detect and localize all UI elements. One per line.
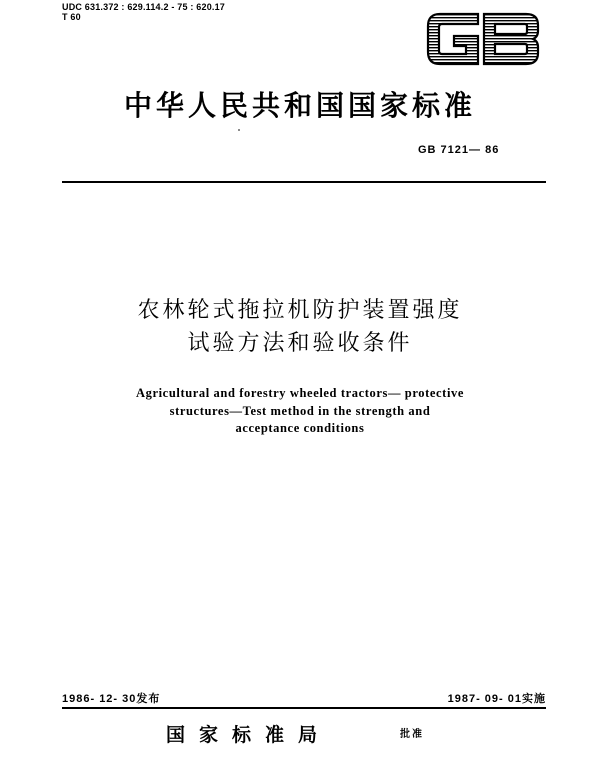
title-english-line2: structures—Test method in the strength and — [169, 404, 431, 418]
issuing-authority: 国家标准局 — [166, 724, 332, 746]
title-english-line3: acceptance conditions — [235, 421, 365, 435]
title-chinese-line1: 农林轮式拖拉机防护装置强度 — [137, 298, 463, 323]
title-chinese-line2: 试验方法和验收条件 — [187, 331, 413, 356]
standard-number: GB 7121— 86 — [418, 144, 500, 156]
udc-block — [62, 2, 225, 22]
title-english-line1: Agricultural and forestry wheeled tractors— protective — [135, 386, 465, 400]
header-divider — [62, 181, 546, 183]
classification-code: T 60 — [62, 12, 81, 22]
udc-code: UDC 631.372 : 629.114.2 - 75 : 620.17 — [62, 2, 226, 12]
effective-date: 1987- 09- 01实施 — [447, 693, 546, 705]
gb-logo — [422, 8, 544, 70]
national-standard-title: 中华人民共和国国家标准 — [123, 89, 476, 122]
speck — [238, 129, 240, 131]
issue-date: 1986- 12- 30发布 — [62, 693, 161, 705]
footer-divider — [62, 707, 546, 709]
approval-mark: 批准 — [400, 729, 424, 740]
